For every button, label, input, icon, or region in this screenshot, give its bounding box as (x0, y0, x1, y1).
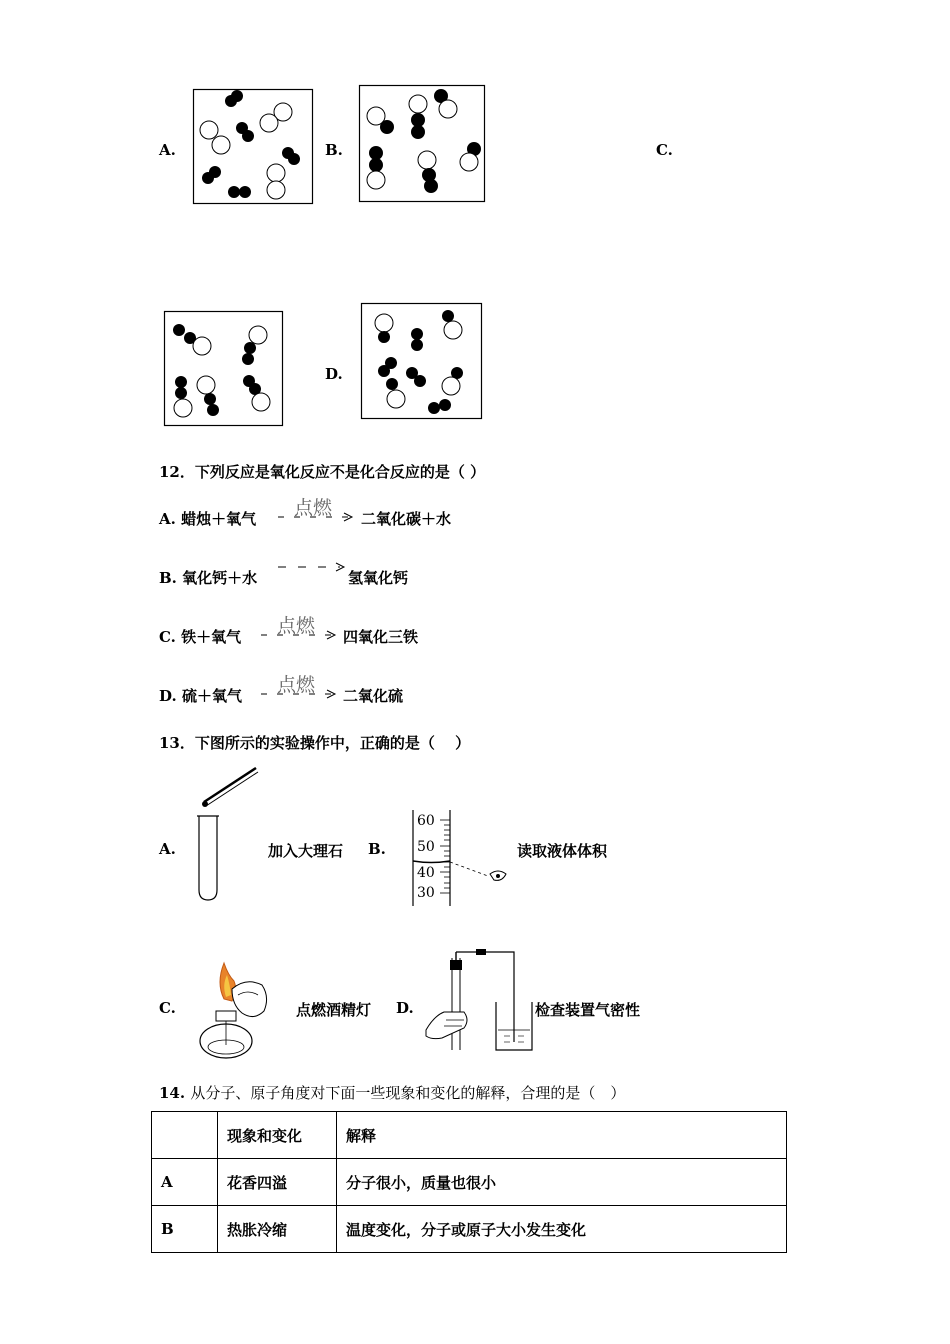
q12-option-c-condition: 点燃 (277, 615, 316, 637)
table-header-cell (152, 1112, 218, 1159)
q13-option-a-test-tube-figure (190, 764, 265, 904)
q11-option-d-diagram (361, 303, 482, 419)
table-cell: 温度变化，分子或原子大小发生变化 (337, 1206, 787, 1253)
table-cell: A (152, 1159, 218, 1206)
q12-option-c-arrow (261, 630, 337, 640)
q13-option-b-tick-60: 60 (417, 813, 435, 829)
q12-option-b-reactants: 氧化钙＋水 (182, 569, 258, 587)
q11-option-b-label[interactable]: B. (325, 141, 343, 159)
table-cell: 分子很小，质量也很小 (337, 1159, 787, 1206)
q12-option-b-label: B. (159, 569, 177, 587)
q13-option-b-tick-40: 40 (417, 865, 435, 881)
q13-option-b-tick-50: 50 (417, 839, 435, 855)
table-header-cell: 解释 (337, 1112, 787, 1159)
q12-option-d-reactants: 硫＋氧气 (181, 687, 242, 705)
q12-option-b-products: 氢氧化钙 (348, 569, 409, 587)
q12-option-c[interactable] (159, 626, 241, 647)
q12-option-a-label: A. (159, 510, 176, 528)
q12-option-d-arrow (261, 689, 337, 699)
q13-option-c-caption: 点燃酒精灯 (296, 1001, 372, 1019)
q13-option-b-tick-30: 30 (417, 885, 435, 901)
q14-stem-text: 从分子、原子角度对下面一些现象和变化的解释，合理的是（ ） (190, 1084, 626, 1102)
q12-option-a-condition: 点燃 (294, 497, 333, 519)
q11-option-a-diagram (193, 89, 313, 204)
q14-number: 14. (159, 1084, 186, 1102)
q13-option-d-label[interactable]: D. (396, 999, 414, 1017)
table-row (152, 1206, 787, 1253)
q11-option-d-label[interactable]: D. (325, 365, 343, 383)
q13-option-d-airtightness-figure (424, 946, 534, 1056)
table-header-row (152, 1112, 787, 1159)
q11-option-b-diagram (359, 85, 485, 202)
q12-option-d[interactable] (159, 685, 242, 706)
q11-option-c-diagram (164, 311, 283, 426)
q12-option-c-label: C. (159, 628, 176, 646)
q13-stem: 13．下图所示的实验操作中，正确的是（ ） (159, 734, 471, 752)
q12-option-a-arrow (278, 512, 354, 522)
q13-option-c-alcohol-lamp-figure (188, 955, 278, 1060)
q12-option-a-reactants: 蜡烛＋氧气 (181, 510, 257, 528)
table-cell: 热胀冷缩 (218, 1206, 337, 1253)
q13-option-b-label[interactable]: B. (368, 840, 386, 858)
table-row (152, 1159, 787, 1206)
q12-option-d-products: 二氧化硫 (343, 687, 404, 705)
q14-table (151, 1111, 787, 1253)
table-cell: B (152, 1206, 218, 1253)
q12-option-b[interactable] (159, 567, 257, 588)
q12-option-b-arrow (278, 562, 346, 572)
q13-option-c-label[interactable]: C. (159, 999, 176, 1017)
q12-stem: 12．下列反应是氧化反应不是化合反应的是（ ） (159, 463, 486, 481)
q11-option-c-label[interactable]: C. (656, 141, 673, 159)
q12-option-d-label: D. (159, 687, 177, 705)
q12-option-d-condition: 点燃 (277, 674, 316, 696)
q13-option-b-caption: 读取液体体积 (517, 842, 608, 860)
q13-option-a-label[interactable]: A. (159, 840, 176, 858)
q11-option-a-label[interactable]: A. (159, 141, 176, 159)
table-header-cell: 现象和变化 (218, 1112, 337, 1159)
q13-option-a-caption: 加入大理石 (268, 842, 344, 860)
q13-option-d-caption: 检查装置气密性 (535, 1001, 641, 1019)
q12-option-c-reactants: 铁＋氧气 (181, 628, 242, 646)
table-cell: 花香四溢 (218, 1159, 337, 1206)
q12-option-a-products: 二氧化碳＋水 (361, 510, 452, 528)
q12-option-c-products: 四氧化三铁 (343, 628, 419, 646)
q12-option-a[interactable] (159, 508, 256, 529)
q14-stem (159, 1082, 625, 1103)
